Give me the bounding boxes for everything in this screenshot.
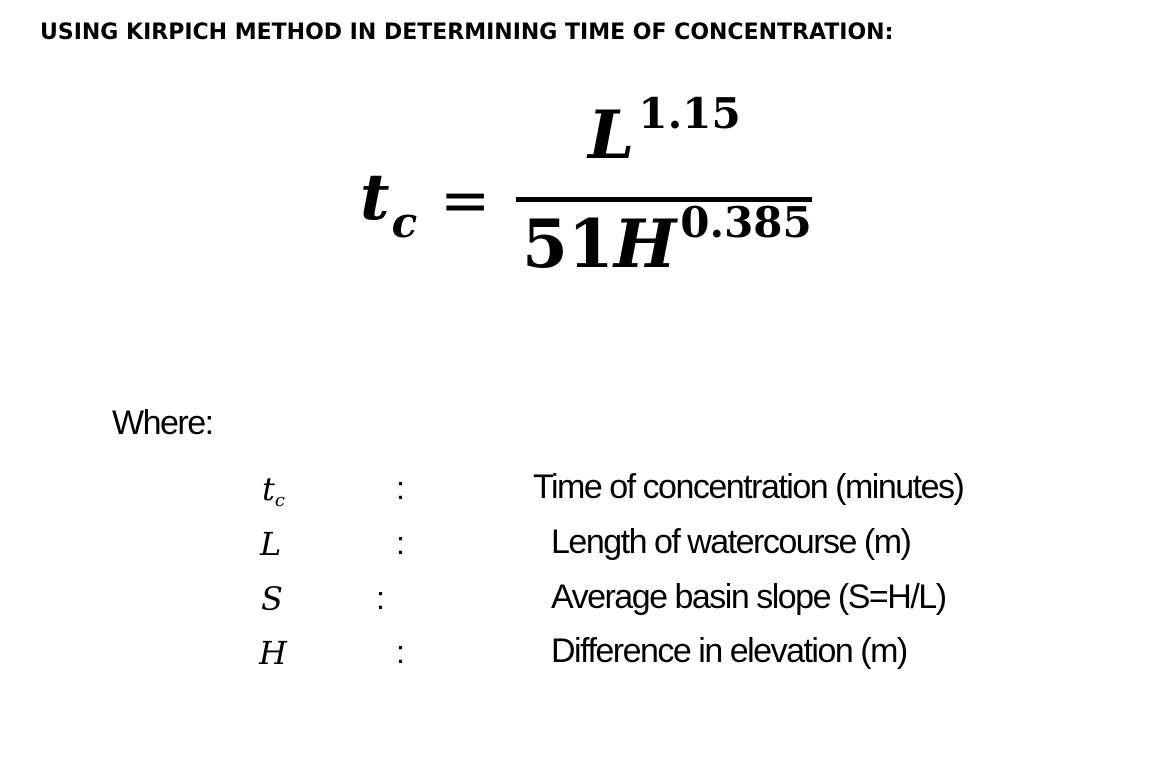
where-label: Where: bbox=[112, 404, 213, 442]
formula-equals: = bbox=[440, 166, 491, 236]
definition-symbol: L bbox=[260, 525, 282, 563]
definition-separator: : bbox=[396, 525, 405, 561]
formula-lhs-sub: c bbox=[391, 198, 418, 247]
definition-symbol: S bbox=[261, 580, 283, 618]
definition-description: Time of concentration (minutes) bbox=[533, 468, 964, 506]
definition-separator: : bbox=[396, 470, 405, 506]
definition-symbol bbox=[262, 470, 285, 511]
page-heading: USING KIRPICH METHOD IN DETERMINING TIME OF CONCENTRATION: bbox=[40, 20, 894, 45]
formula-lhs-var: t bbox=[360, 160, 390, 235]
definition-symbol: H bbox=[259, 634, 287, 672]
formula-denominator bbox=[522, 198, 812, 283]
formula-numerator bbox=[588, 89, 741, 174]
denominator-var: H bbox=[613, 205, 677, 283]
definition-separator: : bbox=[376, 580, 385, 616]
definition-description: Average basin slope (S=H/L) bbox=[551, 578, 946, 616]
definition-separator: : bbox=[396, 634, 405, 670]
definition-description: Length of watercourse (m) bbox=[551, 523, 911, 561]
denominator-exponent: 0.385 bbox=[680, 198, 812, 247]
numerator-exponent: 1.15 bbox=[638, 89, 741, 138]
symbol-main: t bbox=[262, 470, 275, 508]
numerator-var: L bbox=[588, 96, 635, 174]
definition-description: Difference in elevation (m) bbox=[551, 632, 907, 670]
denominator-coef: 51 bbox=[522, 205, 614, 283]
symbol-sub: c bbox=[274, 490, 285, 511]
formula-lhs bbox=[360, 160, 418, 247]
